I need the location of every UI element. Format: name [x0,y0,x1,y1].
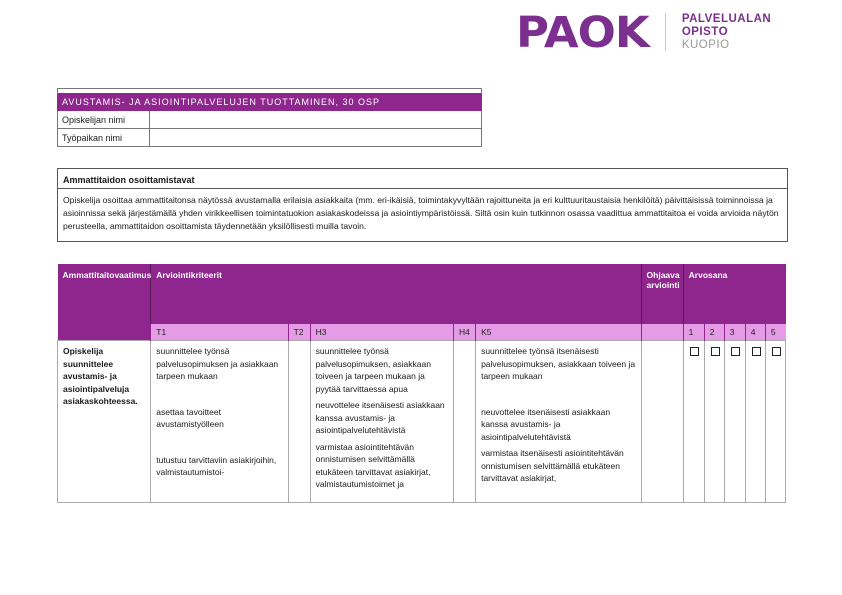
grade-label-2: 2 [704,324,724,341]
h4-cell [454,341,476,503]
h3-criterion: neuvottelee itsenäisesti asiakkaan kanssa avustamis- ja asiointipalvelutehtävistä [315,400,445,435]
k5-criterion: neuvottelee itsenäisesti asiakkaan kanssa avustamis- ja asiointipalvelutehtävistä [481,406,611,442]
t2-cell [288,341,310,503]
logo-line-1: PALVELUALAN [681,12,772,25]
subheader-t1: T1 [151,324,288,341]
grade-label-1: 1 [683,324,704,341]
assessment-criteria-table [57,264,786,503]
h3-criterion: suunnittelee työnsä palvelusopimuksen, asiakkaan toiveen ja tarpeen mukaan ja pyytää tarvittaessa apua [315,346,431,394]
header-requirement: Ammattitaitovaatimus [58,264,151,324]
grade-2-checkbox[interactable] [711,347,720,356]
paok-logo [516,8,771,56]
demonstration-methods-box [57,168,788,242]
student-name-field[interactable] [150,111,482,129]
k5-cell [476,341,641,503]
grade-cell-1 [683,341,704,503]
h3-criterion: varmistaa asiointitehtävän onnistumisen selvittämällä etukäteen tarvittavat asiakirjat, valmistautumistoimet ja [315,441,431,489]
grade-label-4: 4 [745,324,765,341]
subheader-k5: K5 [476,324,641,341]
demonstration-methods-heading: Ammattitaidon osoittamistavat [58,169,787,189]
header-criteria: Arviointikriteerit [151,264,641,324]
grade-5-checkbox[interactable] [772,347,781,356]
student-info-table [57,88,482,147]
h3-cell [310,341,453,503]
k5-criterion: varmistaa itsenäisesti asiointitehtävän onnistumisen selvittämällä etukäteen tarvittavat asiakirjat, [481,448,624,483]
grade-3-checkbox[interactable] [731,347,740,356]
logo-line-2: OPISTO [681,25,729,38]
student-name-label: Opiskelijan nimi [58,111,150,129]
grade-cell-5 [765,341,785,503]
t1-cell [151,341,288,503]
logo-line-3: KUOPIO [681,38,730,51]
logo-divider [665,13,666,51]
module-title: AVUSTAMIS- JA ASIOINTIPALVELUJEN TUOTTAMINEN, 30 OSP [58,94,482,111]
info-row [58,129,482,147]
header-guided-assessment: Ohjaava arviointi [641,264,683,324]
subheader-t2: T2 [288,324,310,341]
t1-criterion: asettaa tavoitteet avustamistyölleen [156,406,224,429]
grade-4-checkbox[interactable] [752,347,761,356]
t1-criterion: suunnittelee työnsä palvelusopimuksen ja asiakkaan tarpeen mukaan [156,346,279,381]
demonstration-methods-text: Opiskelija osoittaa ammattitaitonsa näytössä avustamalla erilaisia asiakkaita (mm. eri-ikäisiä, toimintakyvyltään rajoittuneita ja eri kulttuuritaustaisia henkilöitä) päivittäisissä toiminnoissa ja asioinnissa sekä järjestämällä yhden virikkeellisen toimintatuokion asiakaskodeissa ja asiointiympäristöissä. Siltä osin kuin tutkinnon osassa vaadittua ammattitaitoa ei voida arvioida näytön perusteella, ammattitaidon osoittamista täydennetään yksilöllisesti muilla tavoin. [63,195,779,231]
header-grade: Arvosana [683,264,785,324]
logo-wordmark [682,13,771,52]
t1-criterion: tutustuu tarvittaviin asiakirjoihin, valmistautumistoi- [156,454,277,477]
k5-criterion: suunnittelee työnsä itsenäisesti palvelusopimuksen, asiakkaan toiveen ja tarpeen mukaan [481,346,636,381]
workplace-name-field[interactable] [150,129,482,147]
subheader-h3: H3 [310,324,453,341]
table-row [58,341,786,503]
grade-cell-2 [704,341,724,503]
grade-label-3: 3 [724,324,745,341]
info-row [58,111,482,129]
requirement-cell: Opiskelija suunnittelee avustamis- ja asiointipalveluja asiakaskohteessa. [58,341,151,503]
grade-cell-3 [724,341,745,503]
logo-mark: PAOK [516,6,649,58]
grade-1-checkbox[interactable] [690,347,699,356]
subheader-h4: H4 [454,324,476,341]
guided-assessment-cell[interactable] [641,341,683,503]
grade-label-5: 5 [765,324,785,341]
grade-cell-4 [745,341,765,503]
workplace-name-label: Työpaikan nimi [58,129,150,147]
